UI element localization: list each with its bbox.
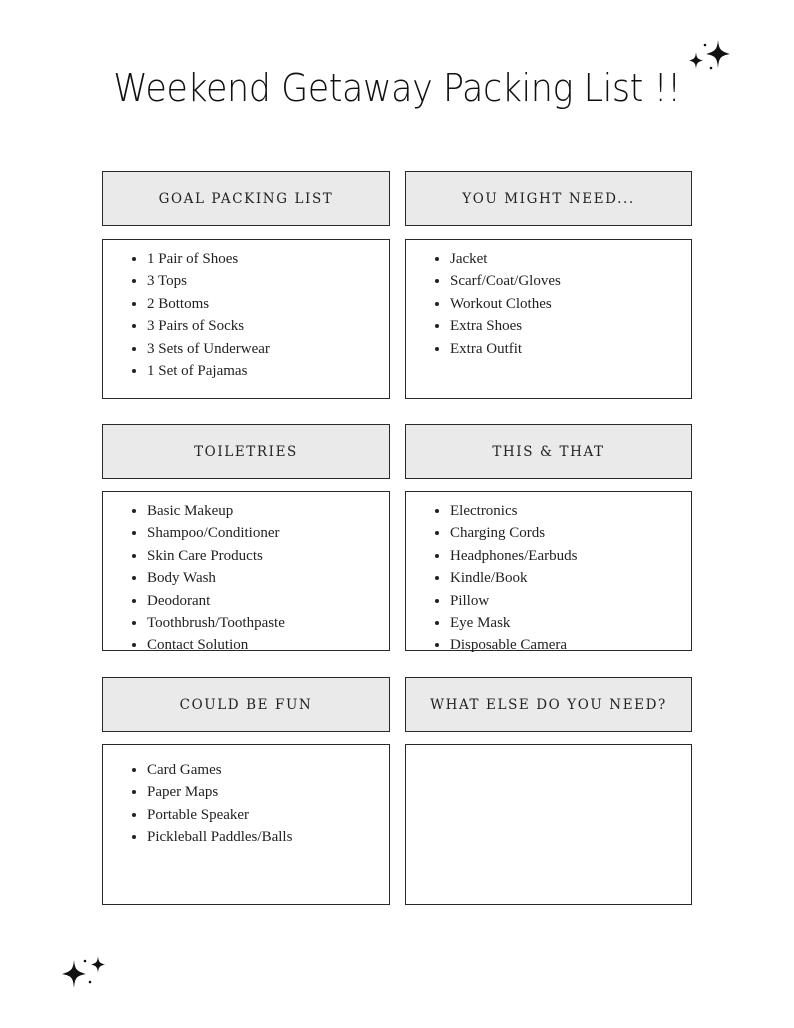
checklist [103,492,389,657]
section-heading-you-might-need: YOU MIGHT NEED... [405,171,692,226]
checklist [406,492,691,657]
list-item: • Card Games [147,759,389,781]
list-item: • Charging Cords [450,522,691,544]
list-item: • Headphones/Earbuds [450,545,691,567]
list-item: • Jacket [450,248,691,270]
list-item: • Basic Makeup [147,500,389,522]
list-item: • Toothbrush/Toothpaste [147,612,389,634]
list-item: • Contact Solution [147,634,389,656]
list-item: • Extra Shoes [450,315,691,337]
list-item: • Eye Mask [450,612,691,634]
list-item: • Extra Outfit [450,338,691,360]
section-heading-goal-packing-list: GOAL PACKING LIST [102,171,390,226]
sparkles-icon [60,954,110,990]
list-item: • Shampoo/Conditioner [147,522,389,544]
section-heading-what-else: WHAT ELSE DO YOU NEED? [405,677,692,732]
checklist [103,240,389,382]
list-item: • 3 Pairs of Socks [147,315,389,337]
list-item: • 2 Bottoms [147,293,389,315]
list-box-this-and-that [405,491,692,654]
list-item: • Electronics [450,500,691,522]
list-item: • Pillow [450,590,691,612]
sparkles-icon [684,38,734,74]
section-heading-could-be-fun: COULD BE FUN [102,677,390,732]
list-item: • 1 Pair of Shoes [147,248,389,270]
list-box-could-be-fun [102,744,390,905]
list-item: • Paper Maps [147,781,389,803]
list-box-goal-packing-list [102,239,390,399]
list-item: • Skin Care Products [147,545,389,567]
list-item: • Deodorant [147,590,389,612]
list-item: • Body Wash [147,567,389,589]
list-box-what-else-blank[interactable] [405,744,692,905]
section-heading-toiletries: TOILETRIES [102,424,390,479]
list-item: • 1 Set of Pajamas [147,360,389,382]
list-box-toiletries [102,491,390,654]
list-item: • 3 Tops [147,270,389,292]
page-title: Weekend Getaway Packing List !! [113,66,681,110]
list-item: • Pickleball Paddles/Balls [147,826,389,848]
list-item: • 3 Sets of Underwear [147,338,389,360]
section-heading-this-and-that: THIS & THAT [405,424,692,479]
list-item: • Portable Speaker [147,804,389,826]
list-item: • Workout Clothes [450,293,691,315]
checklist [103,745,389,849]
list-item: • Disposable Camera [450,634,691,656]
list-item: • Scarf/Coat/Gloves [450,270,691,292]
list-item: • Kindle/Book [450,567,691,589]
checklist [406,240,691,360]
list-box-you-might-need [405,239,692,399]
